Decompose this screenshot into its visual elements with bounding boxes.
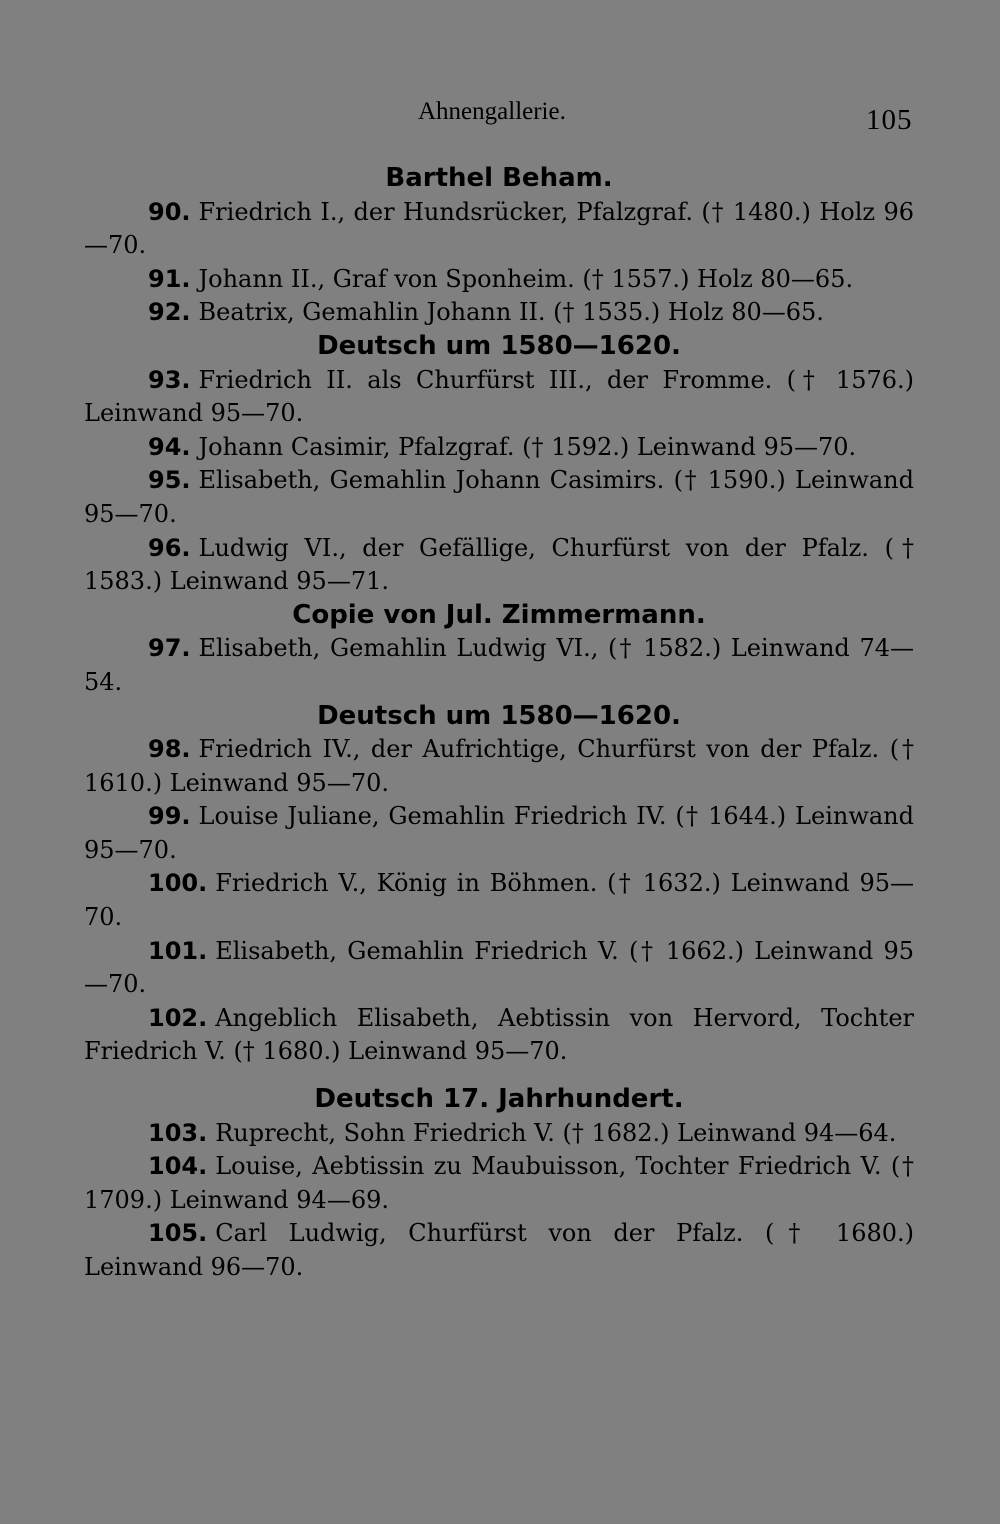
catalog-entry bbox=[84, 431, 914, 465]
entry-text: Elisabeth, Gemahlin Ludwig VI., († 1582.) Leinwand 74—54. bbox=[84, 634, 914, 696]
catalog-entry bbox=[84, 632, 914, 699]
catalog-body bbox=[84, 162, 914, 1285]
entry-text: Friedrich IV., der Aufrichtige, Churfürst von der Pfalz. († 1610.) Leinwand 95—70. bbox=[84, 735, 914, 797]
entry-text: Elisabeth, Gemahlin Johann Casimirs. († 1590.) Leinwand 95—70. bbox=[84, 466, 914, 528]
entry-number: 105. bbox=[148, 1219, 208, 1248]
entry-text: Carl Ludwig, Churfürst von der Pfalz. († 1680.) Leinwand 96—70. bbox=[84, 1219, 914, 1281]
entry-number: 97. bbox=[148, 634, 191, 663]
catalog-entry bbox=[84, 364, 914, 431]
entry-text: Ruprecht, Sohn Friedrich V. († 1682.) Leinwand 94—64. bbox=[215, 1118, 897, 1147]
catalog-entry bbox=[84, 196, 914, 263]
entry-number: 93. bbox=[148, 365, 191, 394]
page-number: 105 bbox=[866, 104, 913, 136]
entry-number: 100. bbox=[148, 869, 208, 898]
entry-number: 91. bbox=[148, 264, 191, 293]
entry-number: 92. bbox=[148, 298, 191, 327]
catalog-entry bbox=[84, 532, 914, 599]
catalog-entry bbox=[84, 464, 914, 531]
entry-number: 104. bbox=[148, 1152, 208, 1181]
catalog-entry bbox=[84, 1002, 914, 1069]
catalog-entry bbox=[84, 935, 914, 1002]
catalog-entry bbox=[84, 1217, 914, 1284]
section-heading: Deutsch 17. Jahrhundert. bbox=[314, 1084, 684, 1115]
catalog-entry bbox=[84, 296, 914, 330]
section-heading: Deutsch um 1580—1620. bbox=[317, 330, 681, 361]
entry-number: 98. bbox=[148, 735, 191, 764]
entry-number: 96. bbox=[148, 533, 191, 562]
running-title: Ahnengallerie. bbox=[418, 98, 566, 125]
entry-number: 103. bbox=[148, 1118, 208, 1147]
entry-text: Friedrich I., der Hundsrücker, Pfalzgraf. († 1480.) Holz 96—70. bbox=[84, 197, 914, 260]
catalog-entry bbox=[84, 1150, 914, 1217]
entry-text: Louise, Aebtissin zu Maubuisson, Tochter Friedrich V. († 1709.) Leinwand 94—69. bbox=[84, 1152, 914, 1214]
catalog-entry bbox=[84, 733, 914, 800]
entry-number: 101. bbox=[148, 936, 208, 965]
entry-text: Friedrich II. als Churfürst III., der Fromme. († 1576.) Leinwand 95—70. bbox=[84, 365, 914, 428]
entry-number: 95. bbox=[148, 466, 191, 495]
entry-number: 102. bbox=[148, 1003, 208, 1032]
entry-text: Johann Casimir, Pfalzgraf. († 1592.) Leinwand 95—70. bbox=[198, 432, 857, 461]
entry-text: Friedrich V., König in Böhmen. († 1632.) Leinwand 95—70. bbox=[84, 869, 914, 932]
entry-number: 94. bbox=[148, 432, 191, 461]
section-heading: Copie von Jul. Zimmermann. bbox=[292, 599, 706, 630]
entry-number: 99. bbox=[148, 802, 191, 831]
entry-text: Johann II., Graf von Sponheim. († 1557.) Holz 80—65. bbox=[198, 264, 854, 293]
catalog-entry bbox=[84, 867, 914, 934]
entry-text: Ludwig VI., der Gefällige, Churfürst von der Pfalz. († 1583.) Leinwand 95—71. bbox=[84, 533, 914, 596]
catalog-entry bbox=[84, 263, 914, 297]
entry-text: Elisabeth, Gemahlin Friedrich V. († 1662.) Leinwand 95—70. bbox=[84, 936, 914, 999]
catalog-entry bbox=[84, 800, 914, 867]
catalog-entry bbox=[84, 1117, 914, 1151]
section-heading: Barthel Beham. bbox=[385, 163, 613, 193]
entry-text: Angeblich Elisabeth, Aebtissin von Hervord, Tochter Friedrich V. († 1680.) Leinwand 95—70. bbox=[84, 1003, 914, 1066]
entry-number: 90. bbox=[148, 197, 191, 226]
entry-text: Louise Juliane, Gemahlin Friedrich IV. († 1644.) Leinwand 95—70. bbox=[84, 802, 914, 864]
section-heading: Deutsch um 1580—1620. bbox=[317, 700, 681, 731]
entry-text: Beatrix, Gemahlin Johann II. († 1535.) Holz 80—65. bbox=[198, 298, 824, 327]
